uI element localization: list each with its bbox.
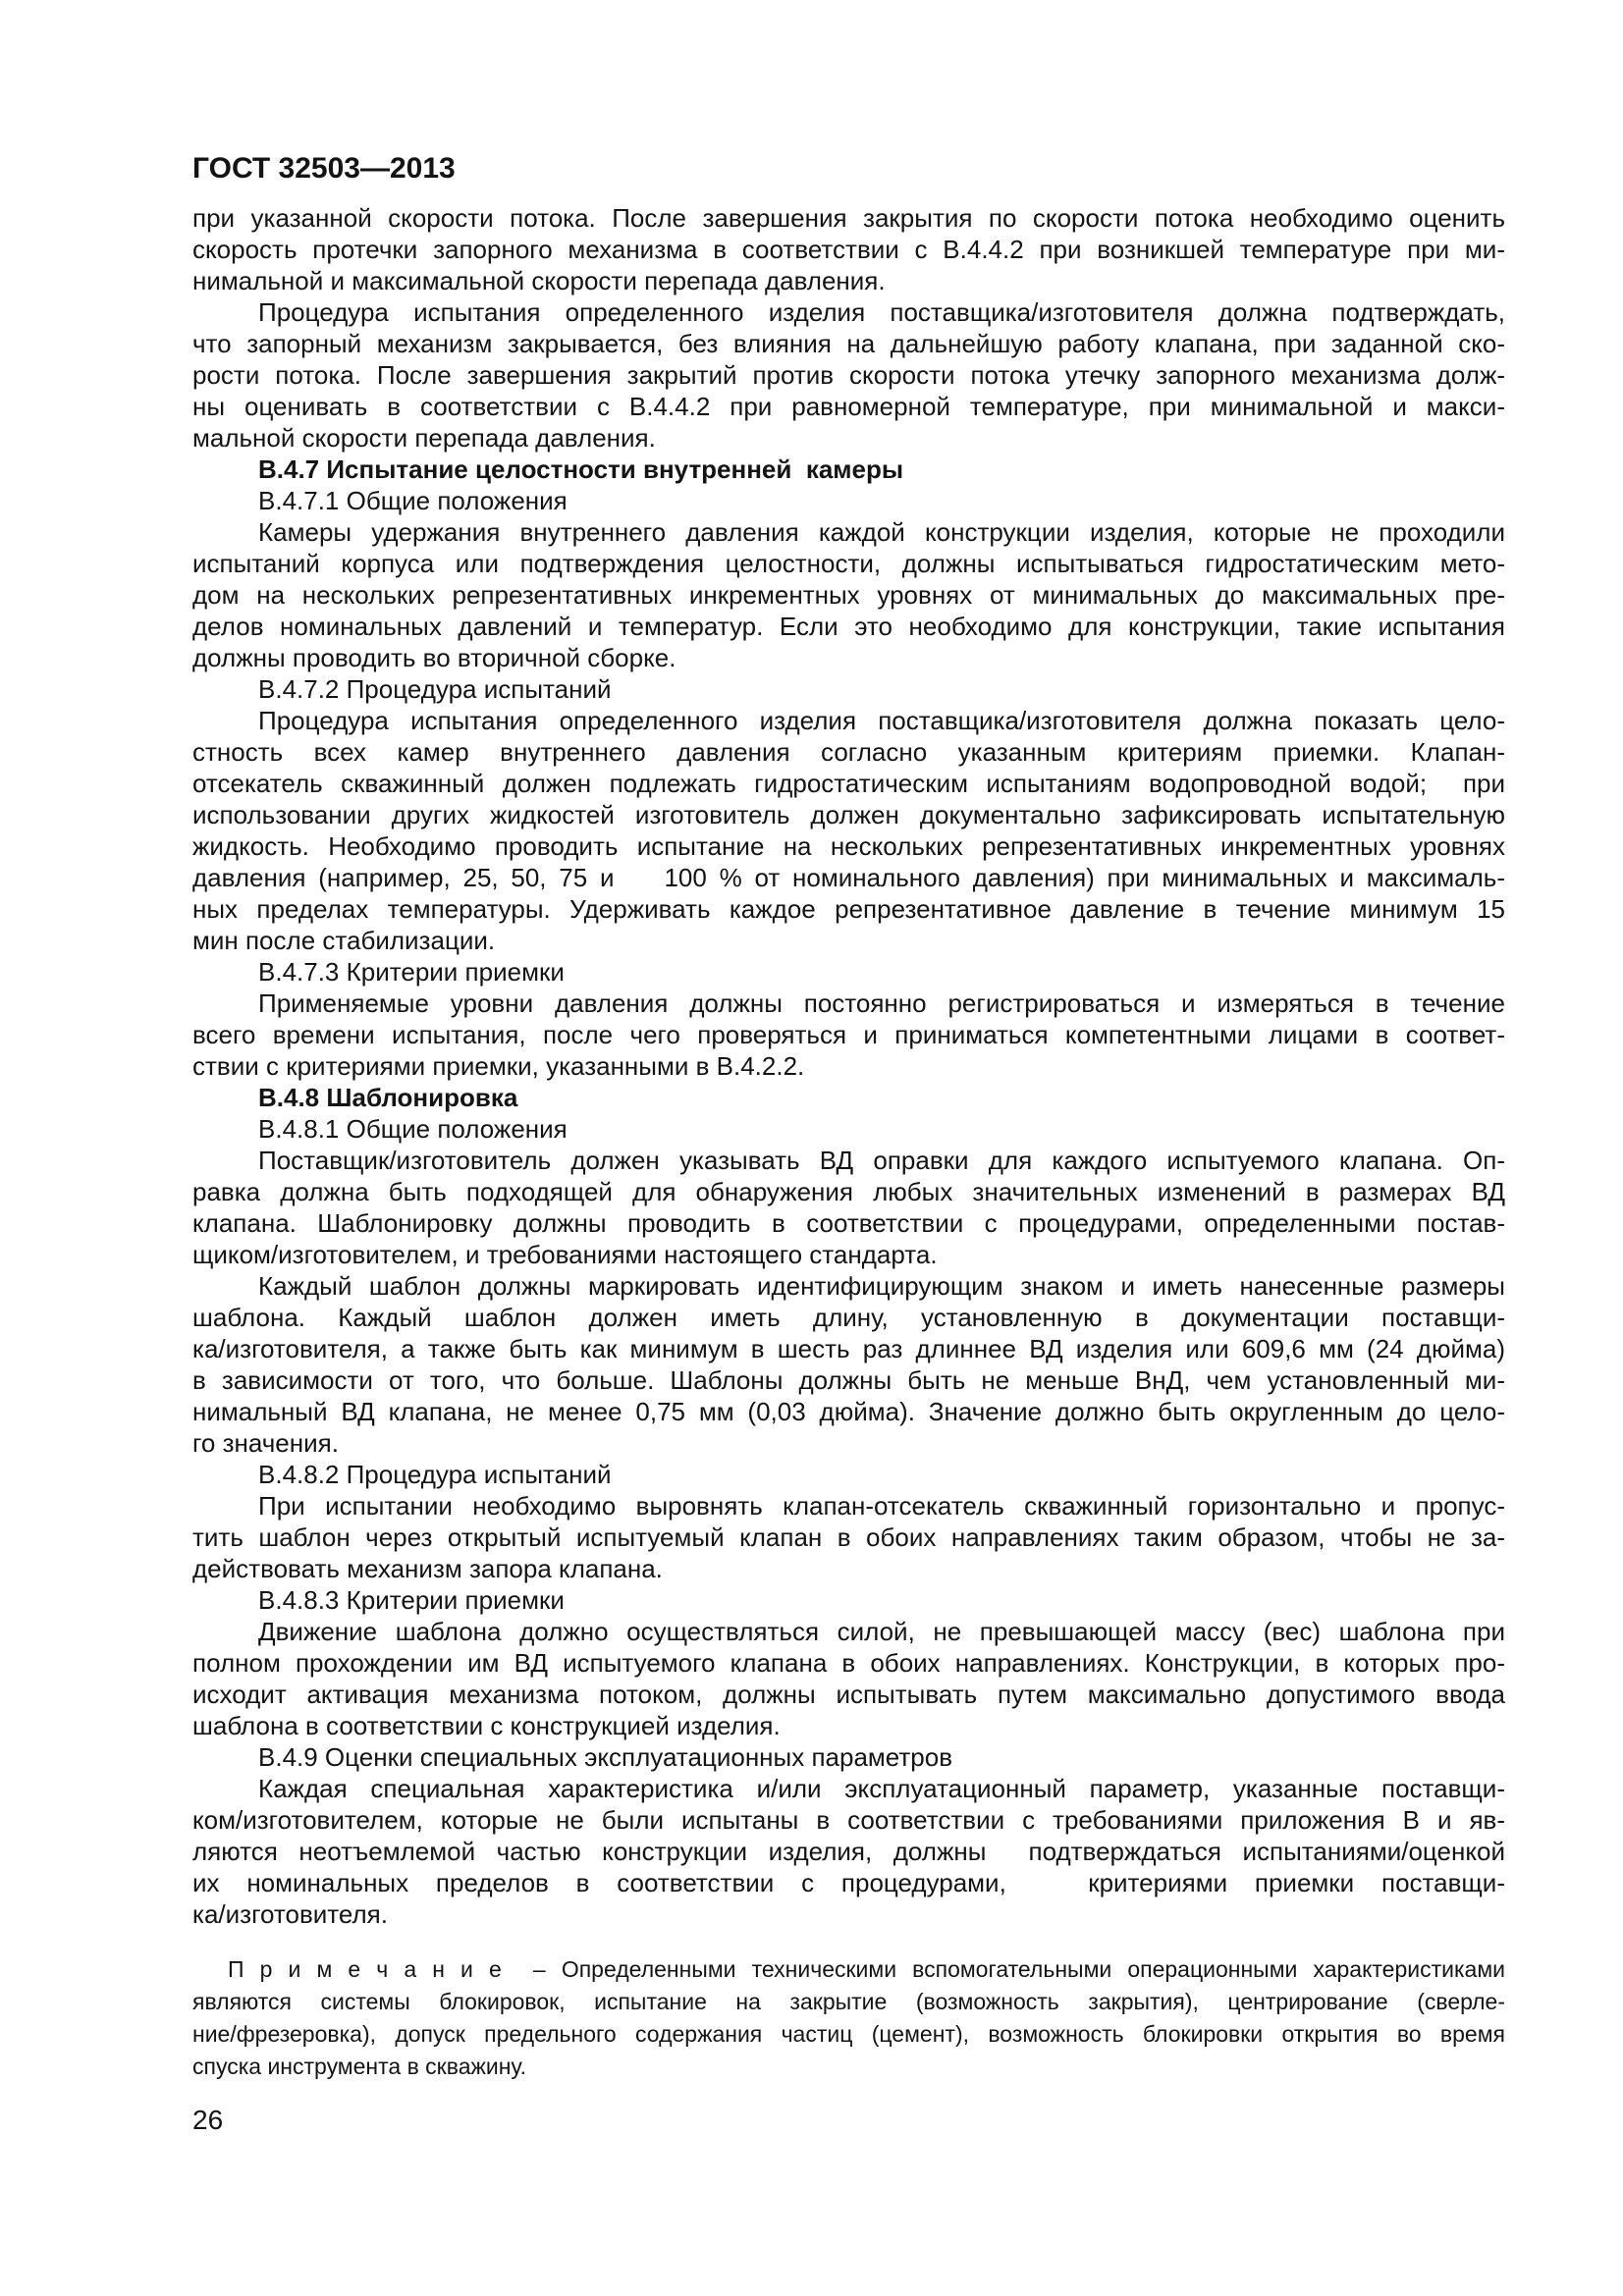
document-body [192,202,1505,2083]
body-paragraph [192,202,1505,296]
subsection-heading: В.4.7.2 Процедура испытаний [258,674,612,704]
subsection-heading: В.4.8.3 Критерии приемки [258,1585,565,1615]
text-line: ком/изготовителем, которые не были испытаны в соответствии с требованиями приложения В и яв- [192,1805,1505,1835]
text-line: должны проводить во вторичной сборке. [192,643,676,672]
text-line: исходит активация механизма потоком, должны испытывать путем максимально допустимого ввода [192,1680,1505,1709]
text-line: давления (например, 25, 50, 75 и 100 % от номинального давления) при минимальных и максималь- [192,863,1505,892]
body-paragraph [192,705,1505,956]
text-line: Каждый шаблон должны маркировать идентифицирующим знаком и иметь нанесенные размеры [258,1271,1505,1301]
text-line: равка должна быть подходящей для обнаружения любых значительных изменений в размерах ВД [192,1177,1505,1206]
text-line: всего времени испытания, после чего проверяться и приниматься компетентными лицами в соответ- [192,1020,1505,1049]
text-line: жидкость. Необходимо проводить испытание на нескольких репрезентативных инкрементных уровнях [192,831,1505,861]
text-line: Каждая специальная характеристика и/или эксплуатационный параметр, указанные поставщи- [258,1774,1505,1803]
text-line: клапана. Шаблонировку должны проводить в соответствии с процедурами, определенными постав- [192,1208,1505,1238]
text-line: Движение шаблона должно осуществляться силой, не превышающей массу (вес) шаблона при [258,1617,1505,1646]
text-line: Поставщик/изготовитель должен указывать ВД оправки для каждого испытуемого клапана. Оп- [258,1146,1505,1175]
body-paragraph [192,1270,1505,1459]
subsection-heading: В.4.9 Оценки специальных эксплуатационных параметров [258,1742,953,1772]
text-line: стность всех камер внутреннего давления согласно указанным критериям приемки. Клапан- [192,737,1505,767]
body-paragraph [192,1616,1505,1741]
text-line: спуска инструмента в скважину. [192,2054,527,2079]
text-line: Камеры удержания внутреннего давления каждой конструкции изделия, которые не проходили [258,517,1505,547]
text-line: П р и м е ч а н и е – Определенными техническими вспомогательными операционными характеристиками [228,1956,1505,1982]
text-line: делов номинальных давлений и температур. Если это необходимо для конструкции, такие испытания [192,612,1505,641]
text-line: дом на нескольких репрезентативных инкрементных уровнях от минимальных до максимальных пре- [192,580,1505,610]
body-paragraph [192,516,1505,673]
text-line: шаблона. Каждый шаблон должен иметь длину, установленную в документации поставщи- [192,1303,1505,1332]
text-line: в зависимости от того, что больше. Шаблоны должны быть не меньше ВнД, чем установленный ми- [192,1365,1505,1395]
text-line: ка/изготовителя. [192,1899,388,1929]
subsection-heading: В.4.8.1 Общие положения [258,1114,568,1144]
text-line: их номинальных пределов в соответствии с процедурами, критериями приемки поставщи- [192,1868,1505,1897]
text-line: шаблона в соответствии с конструкцией изделия. [192,1711,781,1740]
body-paragraph [192,1490,1505,1584]
text-line: ных пределах температуры. Удерживать каждое репрезентативное давление в течение минимум 15 [192,894,1505,924]
text-line: рости потока. После завершения закрытий против скорости потока утечку запорного механизма долж- [192,360,1505,390]
text-line: отсекатель скважинный должен подлежать гидростатическим испытаниям водопроводной водой; при [192,769,1505,798]
text-line: нимальный ВД клапана, не менее 0,75 мм (0,03 дюйма). Значение должно быть округленным до цело- [192,1397,1505,1426]
text-line: Процедура испытания определенного изделия поставщика/изготовителя должна показать цело- [258,706,1505,735]
text-line: ляются неотъемлемой частью конструкции изделия, должны подтверждаться испытаниями/оценкой [192,1837,1505,1866]
text-line: ние/фрезеровка), допуск предельного содержания частиц (цемент), возможность блокировки открытия во время [192,2021,1505,2047]
section-heading: В.4.8 Шаблонировка [258,1083,518,1112]
subsection-heading: В.4.8.2 Процедура испытаний [258,1460,612,1489]
text-line: действовать механизм запора клапана. [192,1554,663,1583]
body-paragraph [192,296,1505,454]
page-number: 26 [192,2105,224,2135]
subsection-heading: В.4.7.3 Критерии приемки [258,957,565,987]
text-line: мальной скорости перепада давления. [192,423,656,453]
document-header: ГОСТ 32503—2013 [192,152,456,185]
text-line: Применяемые уровни давления должны постоянно регистрироваться и измеряться в течение [258,988,1505,1018]
text-line: го значения. [192,1428,339,1458]
text-line: При испытании необходимо выровнять клапан-отсекатель скважинный горизонтально и пропус- [258,1491,1505,1521]
text-line: являются системы блокировок, испытание на закрытие (возможность закрытия), центрирование (сверле- [192,1989,1505,2014]
text-line: ны оценивать в соответствии с В.4.4.2 при равномерной температуре, при минимальной и макси- [192,392,1505,421]
subsection-heading: В.4.7.1 Общие положения [258,486,568,515]
note-paragraph [192,1953,1505,2083]
text-line: ка/изготовителя, а также быть как минимум в шесть раз длиннее ВД изделия или 609,6 мм (24 дюйма) [192,1334,1505,1363]
text-line: тить шаблон через открытый испытуемый клапан в обоих направлениях таким образом, чтобы не за- [192,1522,1505,1552]
body-paragraph [192,1773,1505,1930]
text-line: нимальной и максимальной скорости перепада давления. [192,266,886,295]
text-line: Процедура испытания определенного изделия поставщика/изготовителя должна подтверждать, [258,297,1505,327]
text-line: полном прохождении им ВД испытуемого клапана в обоих направлениях. Конструкции, в которых про- [192,1648,1505,1678]
text-line: мин после стабилизации. [192,926,496,955]
body-paragraph [192,988,1505,1082]
text-line: скорость протечки запорного механизма в соответствии с В.4.4.2 при возникшей температуре при ми- [192,235,1505,264]
body-paragraph [192,1145,1505,1270]
text-line: ствии с критериями приемки, указанными в В.4.2.2. [192,1051,805,1081]
text-line: при указанной скорости потока. После завершения закрытия по скорости потока необходимо оценить [192,203,1505,233]
text-line: испытаний корпуса или подтверждения целостности, должны испытываться гидростатическим мето- [192,549,1505,578]
section-heading: В.4.7 Испытание целостности внутренней камеры [258,454,904,484]
text-line: щиком/изготовителем, и требованиями настоящего стандарта. [192,1240,938,1269]
text-line: что запорный механизм закрывается, без влияния на дальнейшую работу клапана, при заданной ско- [192,329,1505,358]
text-line: использовании других жидкостей изготовитель должен документально зафиксировать испытательную [192,800,1505,829]
